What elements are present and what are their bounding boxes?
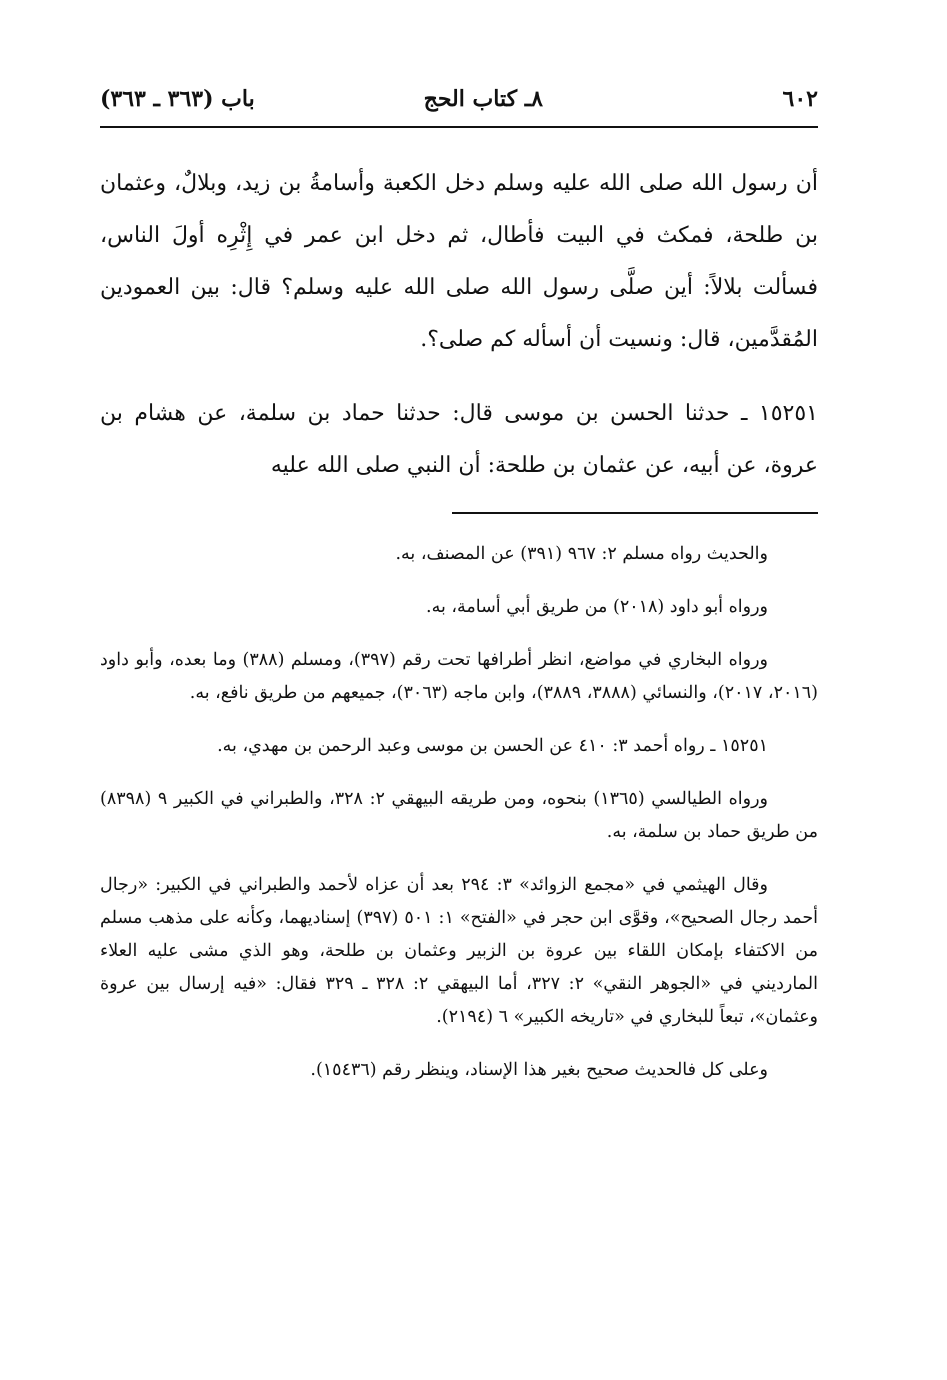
running-header	[100, 80, 818, 128]
footnotes	[100, 538, 818, 1107]
chapter-title: باب (٣٦٣ ـ ٣٦٣)	[100, 86, 255, 112]
footnote-paragraph: وعلى كل فالحديث صحيح بغير هذا الإسناد، وينظر رقم (١٥٤٣٦).	[310, 1060, 768, 1080]
hadith-text-continued: أن رسول الله صلى الله عليه وسلم دخل الكعبة وأسامةُ بن زيد، وبلالٌ، وعثمان بن طلحة، فمكث في البيت فأطال، ثم دخل ابن عمر في إِثْرِه أولَ الناس، فسألت بلالاً: أين صلَّى رسول الله صلى الله عليه وسلم؟ قال: بين العمودين المُقدَّمين، قال: ونسيت أن أسأله كم صلى؟.	[100, 171, 818, 352]
footnote-paragraph: ١٥٢٥١ ـ رواه أحمد ٣: ٤١٠ عن الحسن بن موسى وعبد الرحمن بن مهدي، به.	[217, 736, 768, 756]
hadith-text-15251: ١٥٢٥١ ـ حدثنا الحسن بن موسى قال: حدثنا حماد بن سلمة، عن هشام بن عروة، عن أبيه، عن عثمان بن طلحة: أن النبي صلى الله عليه	[100, 401, 818, 478]
footnote-paragraph: وقال الهيثمي في «مجمع الزوائد» ٣: ٢٩٤ بعد أن عزاه لأحمد والطبراني في الكبير: «رجال أحمد رجال الصحيح»، وقوَّى ابن حجر في «الفتح» ١: ٥٠١ (٣٩٧) إسناديهما، وكأنه على مذهب مسلم من الاكتفاء بإمكان اللقاء بين عروة بن الزبير وعثمان بن طلحة، وهو الذي مشى عليه العلاء المارديني في «الجوهر النقي» ٢: ٣٢٧، أما البيهقي ٢: ٣٢٨ ـ ٣٢٩ فقال: «فيه إرسال بين عروة وعثمان»، تبعاً للبخاري في «تاريخه الكبير» ٦ (٢١٩٤).	[100, 875, 818, 1027]
footnote-paragraph: ورواه أبو داود (٢٠١٨) من طريق أبي أسامة، به.	[426, 597, 768, 617]
main-text	[100, 158, 818, 492]
footnote-paragraph: والحديث رواه مسلم ٢: ٩٦٧ (٣٩١) عن المصنف، به.	[395, 544, 768, 564]
footnote-paragraph: ورواه البخاري في مواضع، انظر أطرافها تحت رقم (٣٩٧)، ومسلم (٣٨٨) وما بعده، وأبو داود (٢٠١٦، ٢٠١٧)، والنسائي (٣٨٨٨، ٣٨٨٩)، وابن ماجه (٣٠٦٣)، جميعهم من طريق نافع، به.	[100, 650, 818, 703]
page-number: ٦٠٢	[782, 86, 818, 112]
footnote-separator	[452, 512, 818, 514]
footnote-paragraph: ورواه الطيالسي (١٣٦٥) بنحوه، ومن طريقه البيهقي ٢: ٣٢٨، والطبراني في الكبير ٩ (٨٣٩٨) من طريق حماد بن سلمة، به.	[100, 789, 818, 842]
book-title: ٨ـ كتاب الحج	[423, 86, 543, 112]
